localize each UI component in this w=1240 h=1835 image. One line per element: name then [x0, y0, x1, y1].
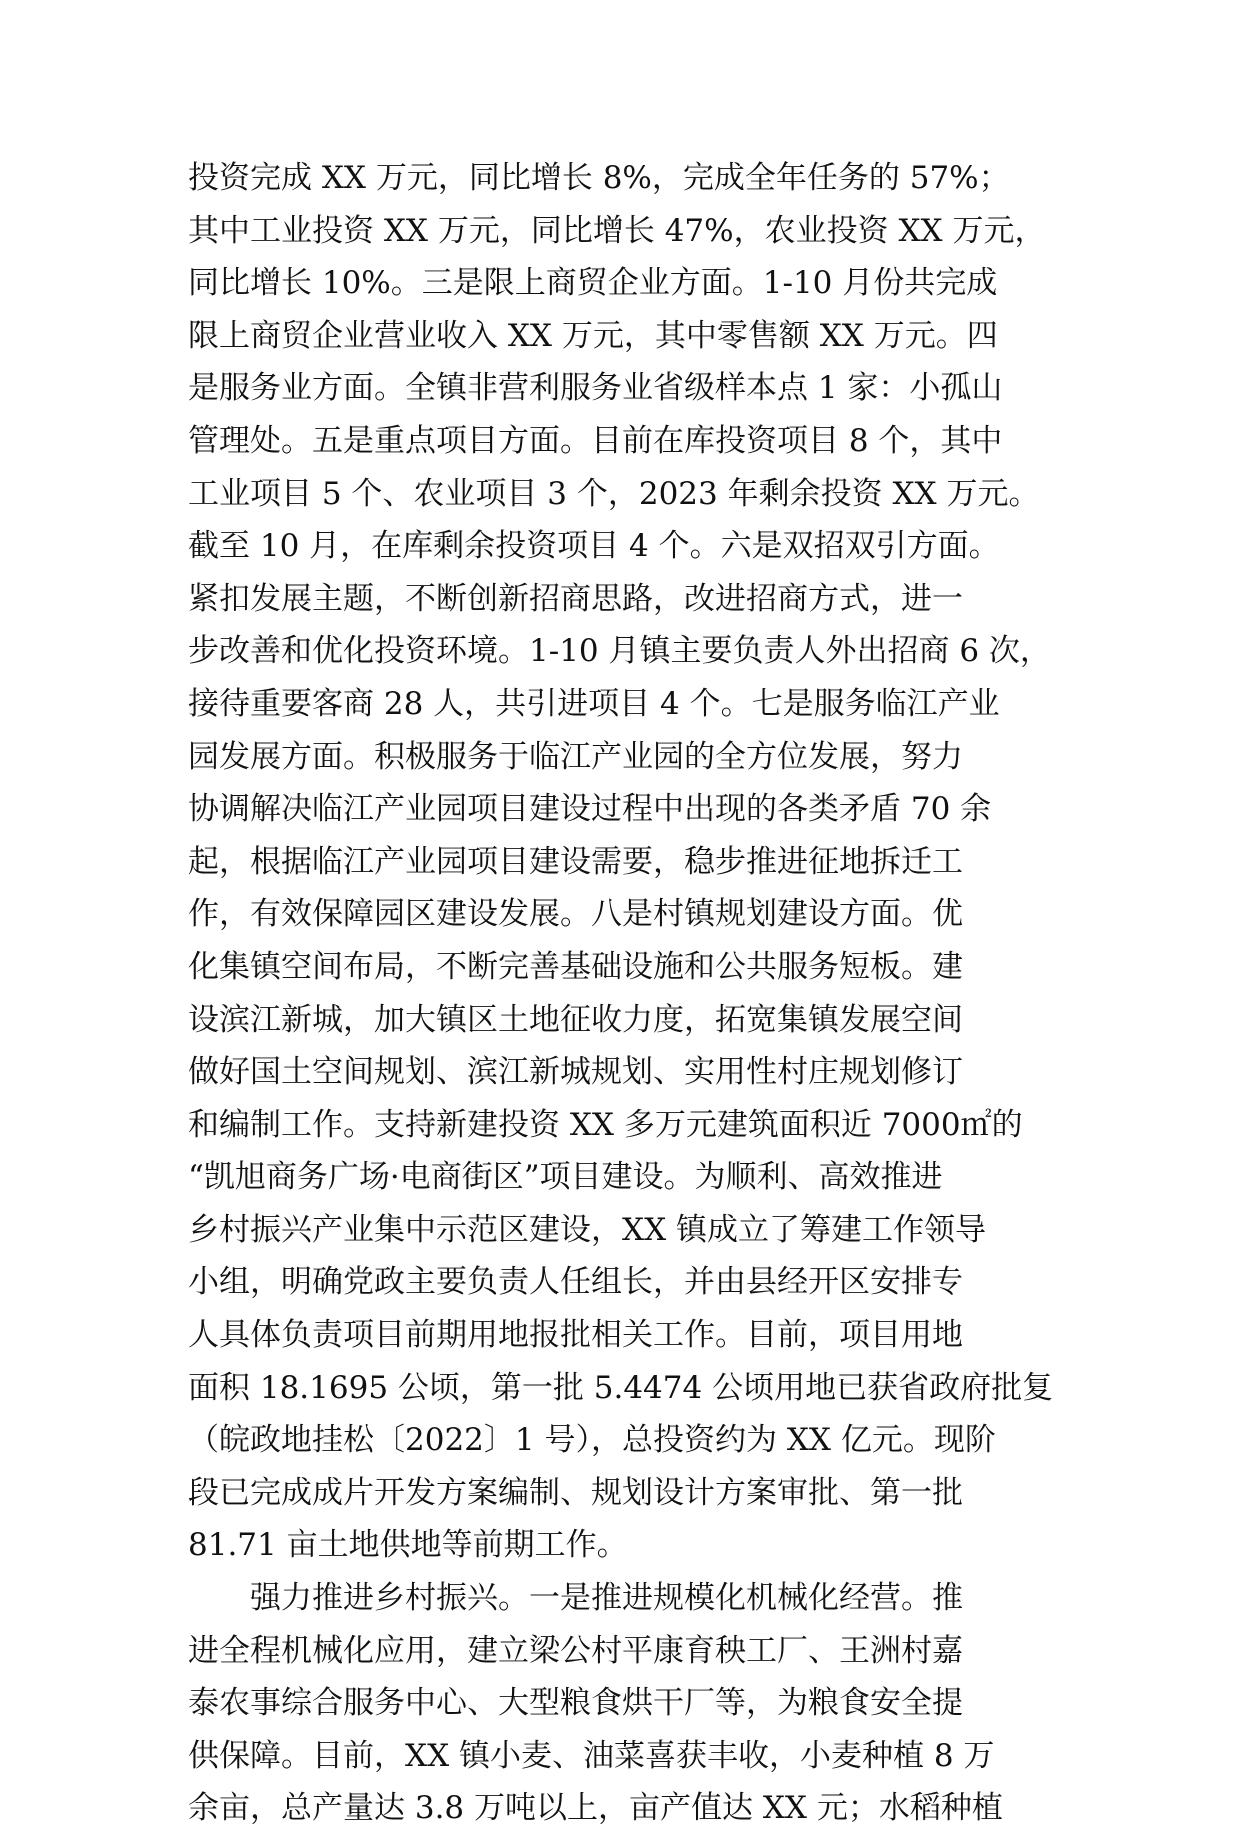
- text-line: 同比增长 10%。三是限上商贸企业方面。1-10 月份共完成: [188, 265, 998, 302]
- paragraph-start-line: 强力推进乡村振兴。一是推进规模化机械化经营。推: [250, 1580, 963, 1617]
- text-line: 接待重要客商 28 人，共引进项目 4 个。七是服务临江产业: [188, 685, 1000, 722]
- text-line: 面积 18.1695 公顷，第一批 5.4474 公顷用地已获省政府批复: [188, 1369, 1054, 1406]
- text-line: 是服务业方面。全镇非营利服务业省级样本点 1 家：小孤山: [188, 370, 1003, 407]
- text-line: 其中工业投资 XX 万元，同比增长 47%，农业投资 XX 万元，: [188, 212, 1046, 249]
- text-line: “凯旭商务广场·电商街区”项目建设。为顺利、高效推进: [188, 1159, 943, 1196]
- text-line: 人具体负责项目前期用地报批相关工作。目前，项目用地: [188, 1317, 963, 1354]
- text-line: 段已完成成片开发方案编制、规划设计方案审批、第一批: [188, 1474, 963, 1511]
- text-line: 小组，明确党政主要负责人任组长，并由县经开区安排专: [188, 1264, 963, 1301]
- text-line: 限上商贸企业营业收入 XX 万元，其中零售额 XX 万元。四: [188, 317, 998, 354]
- text-line: 泰农事综合服务中心、大型粮食烘干厂等，为粮食安全提: [188, 1685, 963, 1722]
- text-line: 做好国土空间规划、滨江新城规划、实用性村庄规划修订: [188, 1054, 963, 1091]
- text-line: 紧扣发展主题，不断创新招商思路，改进招商方式，进一: [188, 580, 963, 617]
- text-line: 设滨江新城，加大镇区土地征收力度，拓宽集镇发展空间: [188, 1001, 963, 1038]
- text-line: 步改善和优化投资环境。1-10 月镇主要负责人外出招商 6 次，: [188, 633, 1051, 670]
- text-line: 管理处。五是重点项目方面。目前在库投资项目 8 个，其中: [188, 422, 1003, 459]
- text-line: 截至 10 月，在库剩余投资项目 4 个。六是双招双引方面。: [188, 528, 1000, 565]
- text-line: 起，根据临江产业园项目建设需要，稳步推进征地拆迁工: [188, 843, 963, 880]
- text-line: 81.71 亩土地供地等前期工作。: [188, 1527, 628, 1564]
- text-line: 供保障。目前，XX 镇小麦、油菜喜获丰收，小麦种植 8 万: [188, 1737, 995, 1774]
- text-line: 作，有效保障园区建设发展。八是村镇规划建设方面。优: [188, 896, 963, 933]
- text-line: 化集镇空间布局，不断完善基础设施和公共服务短板。建: [188, 948, 963, 985]
- text-line: 余亩，总产量达 3.8 万吨以上，亩产值达 XX 元；水稻种植: [188, 1790, 1003, 1827]
- text-line: （皖政地挂松〔2022〕1 号），总投资约为 XX 亿元。现阶: [188, 1422, 996, 1459]
- text-line: 投资完成 XX 万元，同比增长 8%，完成全年任务的 57%；: [188, 160, 1010, 196]
- text-line: 乡村振兴产业集中示范区建设，XX 镇成立了筹建工作领导: [188, 1211, 986, 1248]
- text-line: 和编制工作。支持新建投资 XX 多万元建筑面积近 7000㎡的: [188, 1106, 1023, 1143]
- document-body: [188, 152, 1068, 1835]
- text-line: 园发展方面。积极服务于临江产业园的全方位发展，努力: [188, 738, 963, 775]
- text-line: 进全程机械化应用，建立梁公村平康育秧工厂、王洲村嘉: [188, 1632, 963, 1669]
- text-line: 工业项目 5 个、农业项目 3 个，2023 年剩余投资 XX 万元。: [188, 475, 1040, 512]
- text-line: 协调解决临江产业园项目建设过程中出现的各类矛盾 70 余: [188, 791, 992, 828]
